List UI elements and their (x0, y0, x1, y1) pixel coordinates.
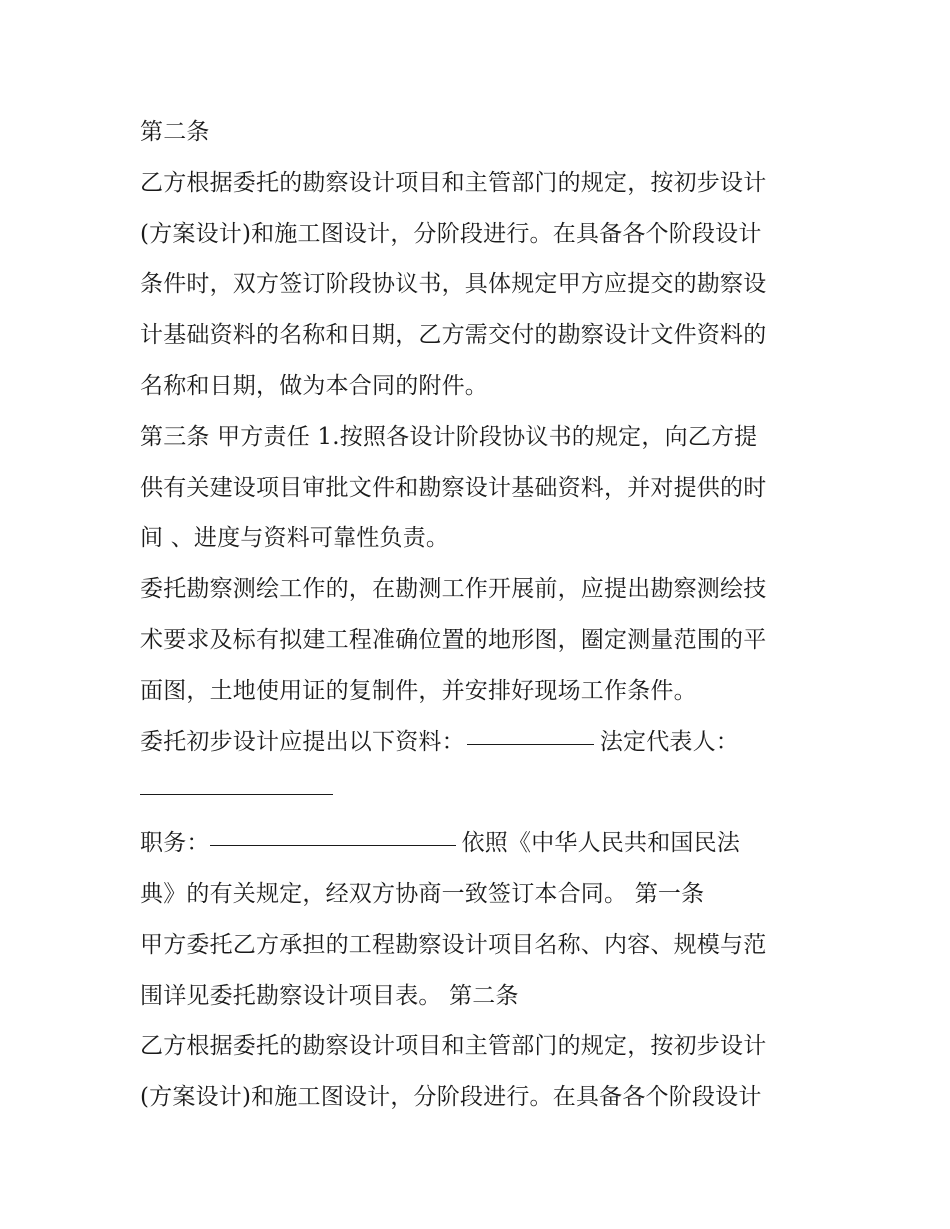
legal-representative-blank (140, 794, 333, 795)
text-line: 围详见委托勘察设计项目表。 第二条 (140, 982, 519, 1009)
document-body (140, 107, 820, 1123)
text-line: 委托勘察测绘工作的，在勘测工作开展前，应提出勘察测绘技 (140, 576, 767, 603)
position-label: 职务： (140, 830, 210, 857)
legal-representative-label: 法定代表人： (599, 728, 740, 755)
text-line: 术要求及标有拟建工程准确位置的地形图，圈定测量范围的平 (140, 626, 767, 653)
materials-label: 委托初步设计应提出以下资料： (140, 728, 465, 755)
text-line: 乙方根据委托的勘察设计项目和主管部门的规定，按初步设计 (140, 1033, 767, 1060)
position-blank (210, 845, 456, 846)
text-line: 计基础资料的名称和日期，乙方需交付的勘察设计文件资料的 (140, 322, 767, 349)
text-line: 名称和日期，做为本合同的附件。 (140, 372, 488, 399)
text-line: 供有关建设项目审批文件和勘察设计基础资料，并对提供的时 (140, 474, 767, 501)
civil-code-text: 依照《中华人民共和国民法 (461, 830, 741, 857)
text-line: 第三条 甲方责任 1.按照各设计阶段协议书的规定，向乙方提 (140, 423, 758, 450)
text-line: 条件时，双方签订阶段协议书，具体规定甲方应提交的勘察设 (140, 271, 767, 298)
text-line: 面图，土地使用证的复制件，并安排好现场工作条件。 (140, 677, 697, 704)
text-line: (方案设计)和施工图设计，分阶段进行。在具备各个阶段设计 (140, 220, 762, 247)
text-line: 典》的有关规定，经双方协商一致签订本合同。 第一条 (140, 880, 705, 907)
text-line-with-blank (140, 717, 820, 768)
text-line: 间 、进度与资料可靠性负责。 (140, 525, 450, 552)
text-line: (方案设计)和施工图设计，分阶段进行。在具备各个阶段设计 (140, 1084, 762, 1111)
text-line: 乙方根据委托的勘察设计项目和主管部门的规定，按初步设计 (140, 169, 767, 196)
text-line: 第二条 (140, 119, 210, 145)
text-line: 甲方委托乙方承担的工程勘察设计项目名称、内容、规模与范 (140, 931, 767, 958)
materials-blank (467, 744, 594, 745)
blank-line (140, 767, 820, 818)
text-line-with-blank (140, 818, 820, 869)
